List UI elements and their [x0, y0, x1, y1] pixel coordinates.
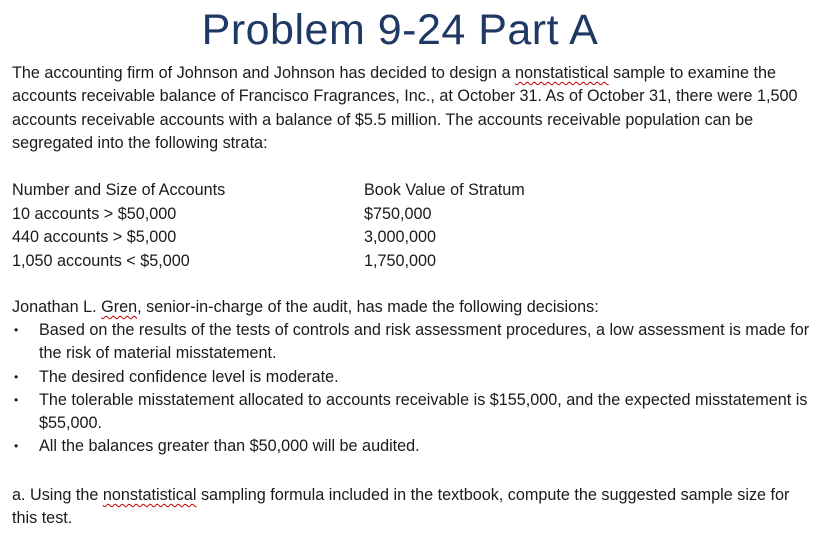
strata-row-book-value: 1,750,000 — [364, 251, 437, 270]
list-item-text: Based on the results of the tests of controls and risk assessment procedures, a low assessment is made for the risk of material misstatement. — [39, 321, 810, 363]
strata-row-accounts: 10 accounts > $50,000 — [12, 204, 177, 223]
question-text-end: sampling formula included in the textbook, compute the suggested sample size for this test. — [12, 486, 790, 528]
strata-row-accounts: 1,050 accounts < $5,000 — [12, 251, 190, 270]
list-item-text: All the balances greater than $50,000 will be audited. — [39, 437, 420, 456]
slide-title: Problem 9-24 Part A — [201, 6, 599, 54]
list-item — [12, 435, 812, 458]
bullet-icon: • — [14, 323, 19, 337]
list-item-text: The tolerable misstatement allocated to accounts receivable is $155,000, and the expected misstatement is $55,000. — [39, 390, 808, 433]
list-item — [12, 366, 812, 389]
question-a — [12, 484, 808, 531]
spellcheck-flagged-word: Gren — [101, 298, 138, 316]
decisions-intro — [12, 296, 808, 319]
strata-row-book-value: $750,000 — [364, 204, 432, 223]
question-text-start: a. Using the — [12, 486, 103, 504]
decisions-list — [12, 319, 812, 459]
strata-row-book-value: 3,000,000 — [364, 228, 437, 246]
strata-header-accounts: Number and Size of Accounts — [12, 181, 226, 199]
intro-text-end: sample to examine the accounts receivable balance of Francisco Fragrances, Inc., at October 31. As of October 31, there were 1,500 accounts receivable accounts with a balance of $5.5 million. The accounts receivable population can be segregated into the following strata: — [12, 64, 798, 152]
bullet-icon: • — [14, 392, 19, 407]
bullet-icon: • — [14, 439, 19, 454]
bullet-icon: • — [14, 369, 19, 384]
list-item-text: The desired confidence level is moderate. — [39, 367, 339, 386]
spellcheck-flagged-word: nonstatistical — [102, 486, 197, 504]
decisions-intro-end: , senior-in-charge of the audit, has made the following decisions: — [137, 298, 599, 316]
list-item — [12, 389, 812, 436]
decisions-name-start: Jonathan L. — [12, 298, 102, 316]
strata-row-accounts: 440 accounts > $5,000 — [12, 228, 177, 246]
intro-text-start: The accounting firm of Johnson and Johnson has decided to design a — [12, 64, 516, 82]
strata-column-book-value — [364, 179, 664, 273]
list-item — [12, 319, 812, 366]
spellcheck-flagged-word: nonstatistical — [515, 64, 609, 82]
strata-header-book-value: Book Value of Stratum — [364, 181, 525, 199]
strata-column-accounts — [12, 179, 352, 273]
intro-paragraph — [12, 62, 808, 155]
